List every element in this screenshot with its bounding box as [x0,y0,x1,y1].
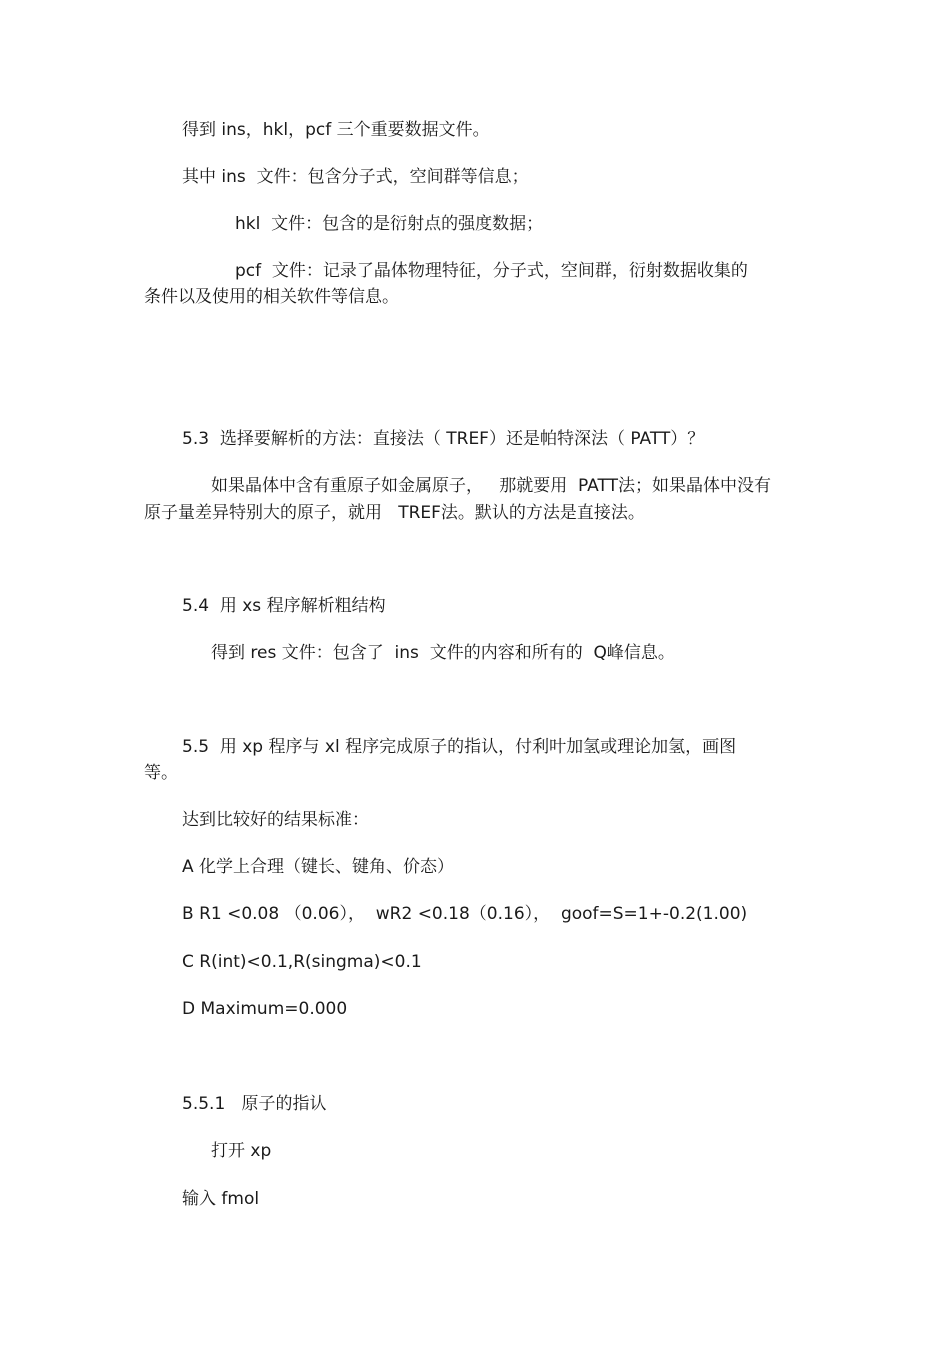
paragraph-method-choice: 如果晶体中含有重原子如金属原子， 那就要用 PATT法；如果晶体中没有 [211,476,771,496]
criterion-a: A 化学上合理（键长、键角、价态） [182,857,455,877]
paragraph-pcf-file: pcf 文件：记录了晶体物理特征，分子式，空间群，衍射数据收集的 [235,261,748,281]
section-heading-5-5: 5.5 用 xp 程序与 xl 程序完成原子的指认，付利叶加氢或理论加氢，画图 [182,737,737,757]
paragraph-res-file: 得到 res 文件：包含了 ins 文件的内容和所有的 Q峰信息。 [211,643,675,663]
criteria-intro: 达到比较好的结果标准： [182,810,369,830]
criterion-b: B R1 <0.08 （0.06）， wR2 <0.18（0.16）， goof=S=1+-0.2(1.00) [182,904,748,924]
paragraph-ins-file: 其中 ins 文件：包含分子式，空间群等信息； [182,167,529,187]
step-input-fmol: 输入 fmol [182,1189,260,1209]
criterion-d: D Maximum=0.000 [182,999,348,1019]
step-open-xp: 打开 xp [211,1141,272,1161]
section-heading-5-3: 5.3 选择要解析的方法：直接法（ TREF）还是帕特深法（ PATT）？ [182,429,705,449]
paragraph-method-choice-continued: 原子量差异特别大的原子，就用 TREF法。默认的方法是直接法。 [144,503,645,523]
section-heading-5-5-1: 5.5.1 原子的指认 [182,1094,327,1114]
section-heading-5-5-continued: 等。 [144,763,178,783]
paragraph-hkl-file: hkl 文件：包含的是衍射点的强度数据； [235,214,544,234]
criterion-c: C R(int)<0.1,R(singma)<0.1 [182,952,422,972]
paragraph-output-files: 得到 ins，hkl，pcf 三个重要数据文件。 [182,120,490,140]
section-heading-5-4: 5.4 用 xs 程序解析粗结构 [182,596,386,616]
paragraph-pcf-file-continued: 条件以及使用的相关软件等信息。 [144,287,399,307]
